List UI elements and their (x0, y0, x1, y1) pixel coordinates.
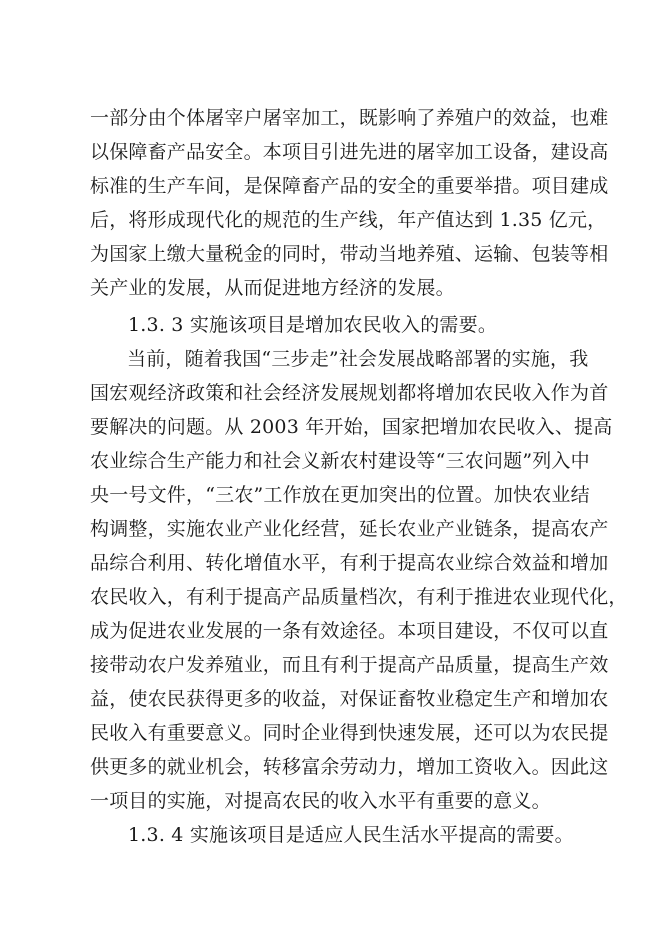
text-line: 国宏观经济政策和社会经济发展规划都将增加农民收入作为首 (90, 382, 609, 404)
text-line: 接带动农户发养殖业，而且有利于提高产品质量，提高生产效 (90, 654, 609, 676)
text-line: 供更多的就业机会，转移富余劳动力，增加工资收入。因此这 (90, 756, 609, 778)
text-line: 央一号文件，“三农”工作放在更加突出的位置。加快农业结 (90, 484, 590, 506)
text-line: 一项目的实施，对提高农民的收入水平有重要的意义。 (90, 790, 551, 812)
text-line: 要解决的问题。从 2003 年开始，国家把增加农民收入、提高 (90, 416, 613, 438)
text-line: 以保障畜产品安全。本项目引进先进的屠宰加工设备，建设高 (90, 141, 609, 163)
text-line: 关产业的发展，从而促进地方经济的发展。 (90, 277, 455, 299)
text-line: 当前，随着我国“三步走”社会发展战略部署的实施，我 (127, 348, 589, 370)
text-line: 品综合利用、转化增值水平，有利于提高农业综合效益和增加 (90, 552, 609, 574)
text-line: 成为促进农业发展的一条有效途径。本项目建设，不仅可以直 (90, 620, 609, 642)
text-line: 构调整，实施农业产业化经营，延长农业产业链条，提高农产 (90, 518, 609, 540)
text-line: 农业综合生产能力和社会义新农村建设等“三农问题”列入中 (90, 450, 590, 472)
text-line: 农民收入，有利于提高产品质量档次，有利于推进农业现代化， (90, 586, 628, 608)
text-line: 为国家上缴大量税金的同时，带动当地养殖、运输、包装等相 (90, 243, 609, 265)
text-line: 民收入有重要意义。同时企业得到快速发展，还可以为农民提 (90, 722, 609, 744)
text-line: 标准的生产车间，是保障畜产品的安全的重要举措。项目建成 (90, 175, 609, 197)
text-line: 益，使农民获得更多的收益，对保证畜牧业稳定生产和增加农 (90, 688, 609, 710)
text-line: 后，将形成现代化的规范的生产线，年产值达到 1.35 亿元， (90, 209, 607, 231)
section-heading: 1.3. 4 实施该项目是适应人民生活水平提高的需要。 (128, 824, 574, 846)
text-line: 一部分由个体屠宰户屠宰加工，既影响了养殖户的效益，也难 (90, 107, 609, 129)
section-heading: 1.3. 3 实施该项目是增加农民收入的需要。 (128, 314, 498, 336)
